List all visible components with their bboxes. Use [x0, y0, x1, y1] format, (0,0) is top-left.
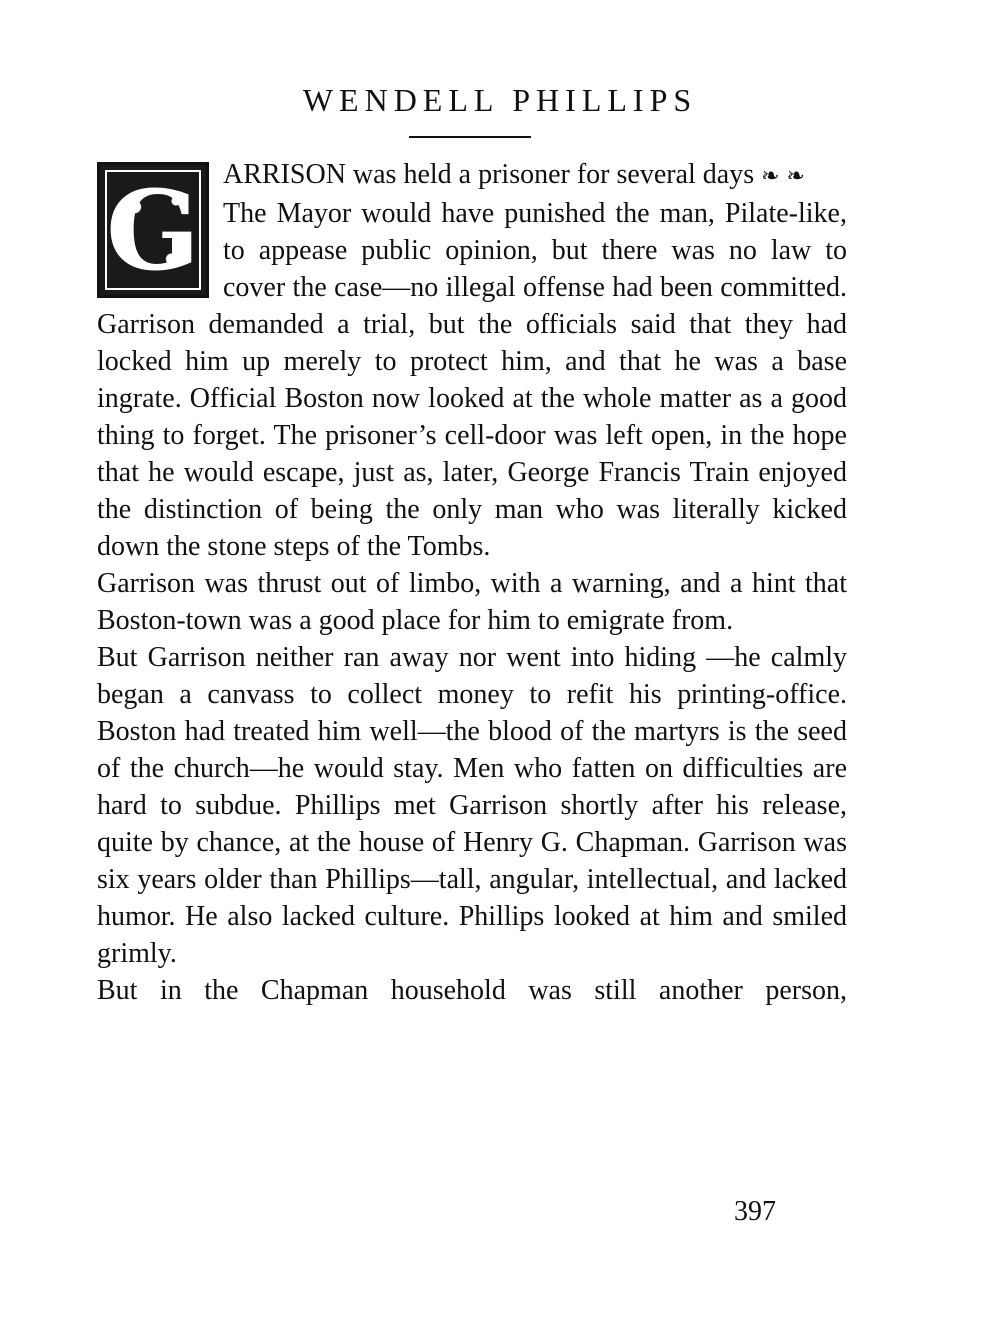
- header-rule: [409, 136, 531, 138]
- paragraph-1: [97, 156, 847, 195]
- paragraph-5: But in the Chapman household was still another person,: [97, 975, 847, 1006]
- body-text: [97, 156, 847, 1009]
- fleuron-ornament: ❧ ❧: [761, 164, 805, 189]
- running-head: WENDELL PHILLIPS: [302, 82, 698, 118]
- paragraph-3: Garrison was thrust out of limbo, with a warning, and a hint that Boston-town was a good place for him to emigrate from.: [97, 568, 847, 636]
- paragraph-4: But Garrison neither ran away nor went into hiding —he calmly began a canvass to collect money to refit his printing-office. Boston had treated him well—the blood of the martyrs is the seed of the church—he would stay. Men who fatten on difficulties are hard to subdue. Phillips met Garrison shortly after his release, quite by chance, at the house of Henry G. Chapman. Garrison was six years older than Phillips—tall, angular, intellectual, and lacked humor. He also lacked culture. Phillips looked at him and smiled grimly.: [97, 642, 847, 969]
- page-number: 397: [734, 1196, 776, 1227]
- ornamental-initial-icon: [97, 162, 209, 298]
- paragraph-1-text: ARRISON was held a prisoner for several days: [223, 159, 755, 190]
- paragraph-2: The Mayor would have punished the man, Pilate-like, to appease public opinion, but there was no law to cover the case—no illegal offense had been committed. Garrison demanded a trial, but the officials said that they had locked him up merely to protect him, and that he was a base ingrate. Official Boston now looked at the whole matter as a good thing to forget. The prisoner’s cell-door was left open, in the hope that he would escape, just as, later, George Francis Train enjoyed the distinction of being the only man who was literally kicked down the stone steps of the Tombs.: [97, 198, 847, 562]
- dropcap-letter: G: [106, 166, 200, 295]
